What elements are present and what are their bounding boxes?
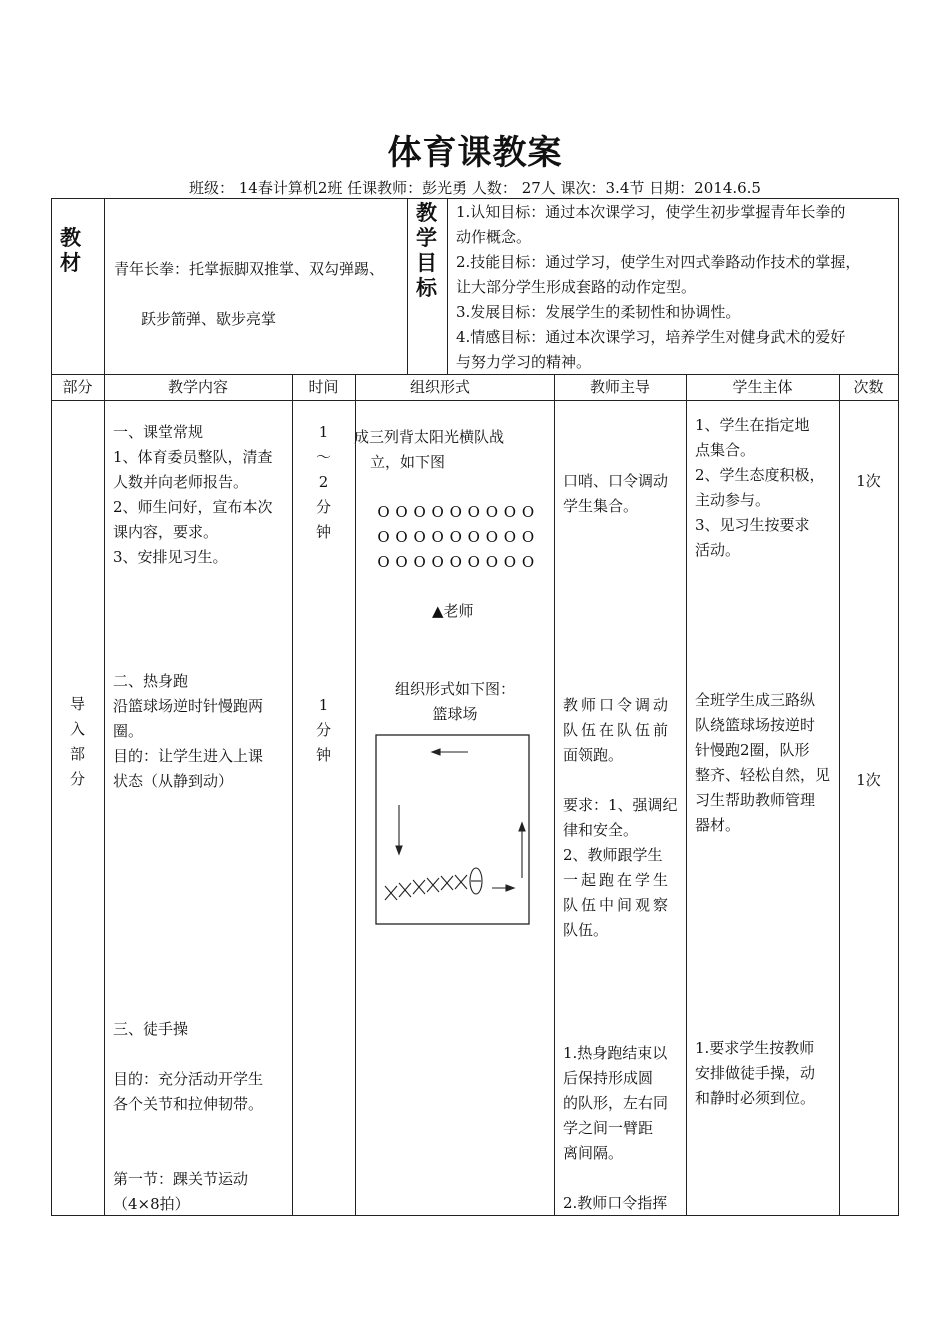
formation-row: O O O O O O O O O xyxy=(377,553,535,571)
formation-row: O O O O O O O O O xyxy=(377,503,535,521)
teacher-marker: ▲老师 xyxy=(432,602,474,620)
teaching-goals: 1.认知目标：通过本次课学习，使学生初步掌握青年长拳的 动作概念。 2.技能目标：通过学习，使学生对四式拳路动作技术的掌握， 让大部分学生形成套路的动作定型。 3.发展目标：发展学生的柔韧性和协调性。 4.情感目标：通过本次课学习，培养学生对健身武术的爱好 与努力学习的精神。 xyxy=(456,203,861,371)
header-time: 时间 xyxy=(308,378,339,396)
student-exercise: 1.要求学生按教师 安排做徒手操，动 和静时必须到位。 xyxy=(695,1039,816,1107)
content-exercise: 三、徒手操 目的：充分活动开学生 各个关节和拉伸韧带。 第一节：踝关节运动 （4×8拍） xyxy=(113,1020,264,1213)
class-info-line: 班级： 14春计算机2班 任课教师：彭光勇 人数： 27人 课次：3.4节 日期：2014.6.5 xyxy=(189,179,761,197)
page-title: 体育课教案 xyxy=(387,133,563,173)
teacher-lead-warmup: 教师口令调动 队伍在队伍前 面领跑。 要求：1、强调纪 律和安全。 2、教师跟学生 一起跑在学生 队伍中间观察 队伍。 xyxy=(563,696,678,939)
time-warmup: 1 分 钟 xyxy=(315,696,331,764)
time-routine: 1 ～ 2 分 钟 xyxy=(315,423,331,541)
part-label: 导 入 部 分 xyxy=(69,695,85,788)
header-part: 部分 xyxy=(62,378,93,396)
material-label: 教 材 xyxy=(60,225,81,275)
content-routine: 一、课堂常规 1、体育委员整队，清查 人数并向老师报告。 2、师生问好，宣布本次 课内容，要求。 3、安排见习生。 xyxy=(113,423,273,566)
student-warmup: 全班学生成三路纵 队绕篮球场按逆时 针慢跑2圈，队形 整齐、轻松自然，见 习生帮助教师管理 器材。 xyxy=(695,691,831,834)
goal-label: 教 学 目 标 xyxy=(416,200,437,300)
formation-diagram xyxy=(376,500,536,575)
material-text: 青年长拳：托掌振脚双推掌、双勾弹踢、 跃步箭弹、歇步亮掌 xyxy=(114,260,385,328)
basketball-court-diagram xyxy=(370,730,535,930)
students-marks xyxy=(385,875,467,900)
formation-row: O O O O O O O O O xyxy=(377,528,535,546)
teacher-lead-routine: 口哨、口令调动 学生集合。 xyxy=(563,472,669,515)
count-warmup: 1次 xyxy=(856,771,881,789)
teacher-lead-exercise: 1.热身跑结束以 后保持形成圆 的队形，左右同 学之间一臂距 离间隔。 2.教师口令指挥 xyxy=(563,1044,669,1212)
header-teacher: 教师主导 xyxy=(589,378,650,396)
org-caption-court: 组织形式如下图： 篮球场 xyxy=(394,680,515,723)
header-count: 次数 xyxy=(853,378,884,396)
content-warmup: 二、热身跑 沿篮球场逆时针慢跑两 圈。 目的：让学生进入上课 状态（从静到动） xyxy=(113,672,264,790)
count-routine: 1次 xyxy=(856,472,881,490)
header-student: 学生主体 xyxy=(732,378,793,396)
header-organization: 组织形式 xyxy=(409,378,470,396)
org-caption-formation: 成三列背太阳光横队战 立，如下图 xyxy=(354,428,505,471)
student-routine: 1、学生在指定地 点集合。 2、学生态度积极， 主动参与。 3、见习生按要求 活动。 xyxy=(695,416,825,559)
header-content: 教学内容 xyxy=(167,378,228,396)
